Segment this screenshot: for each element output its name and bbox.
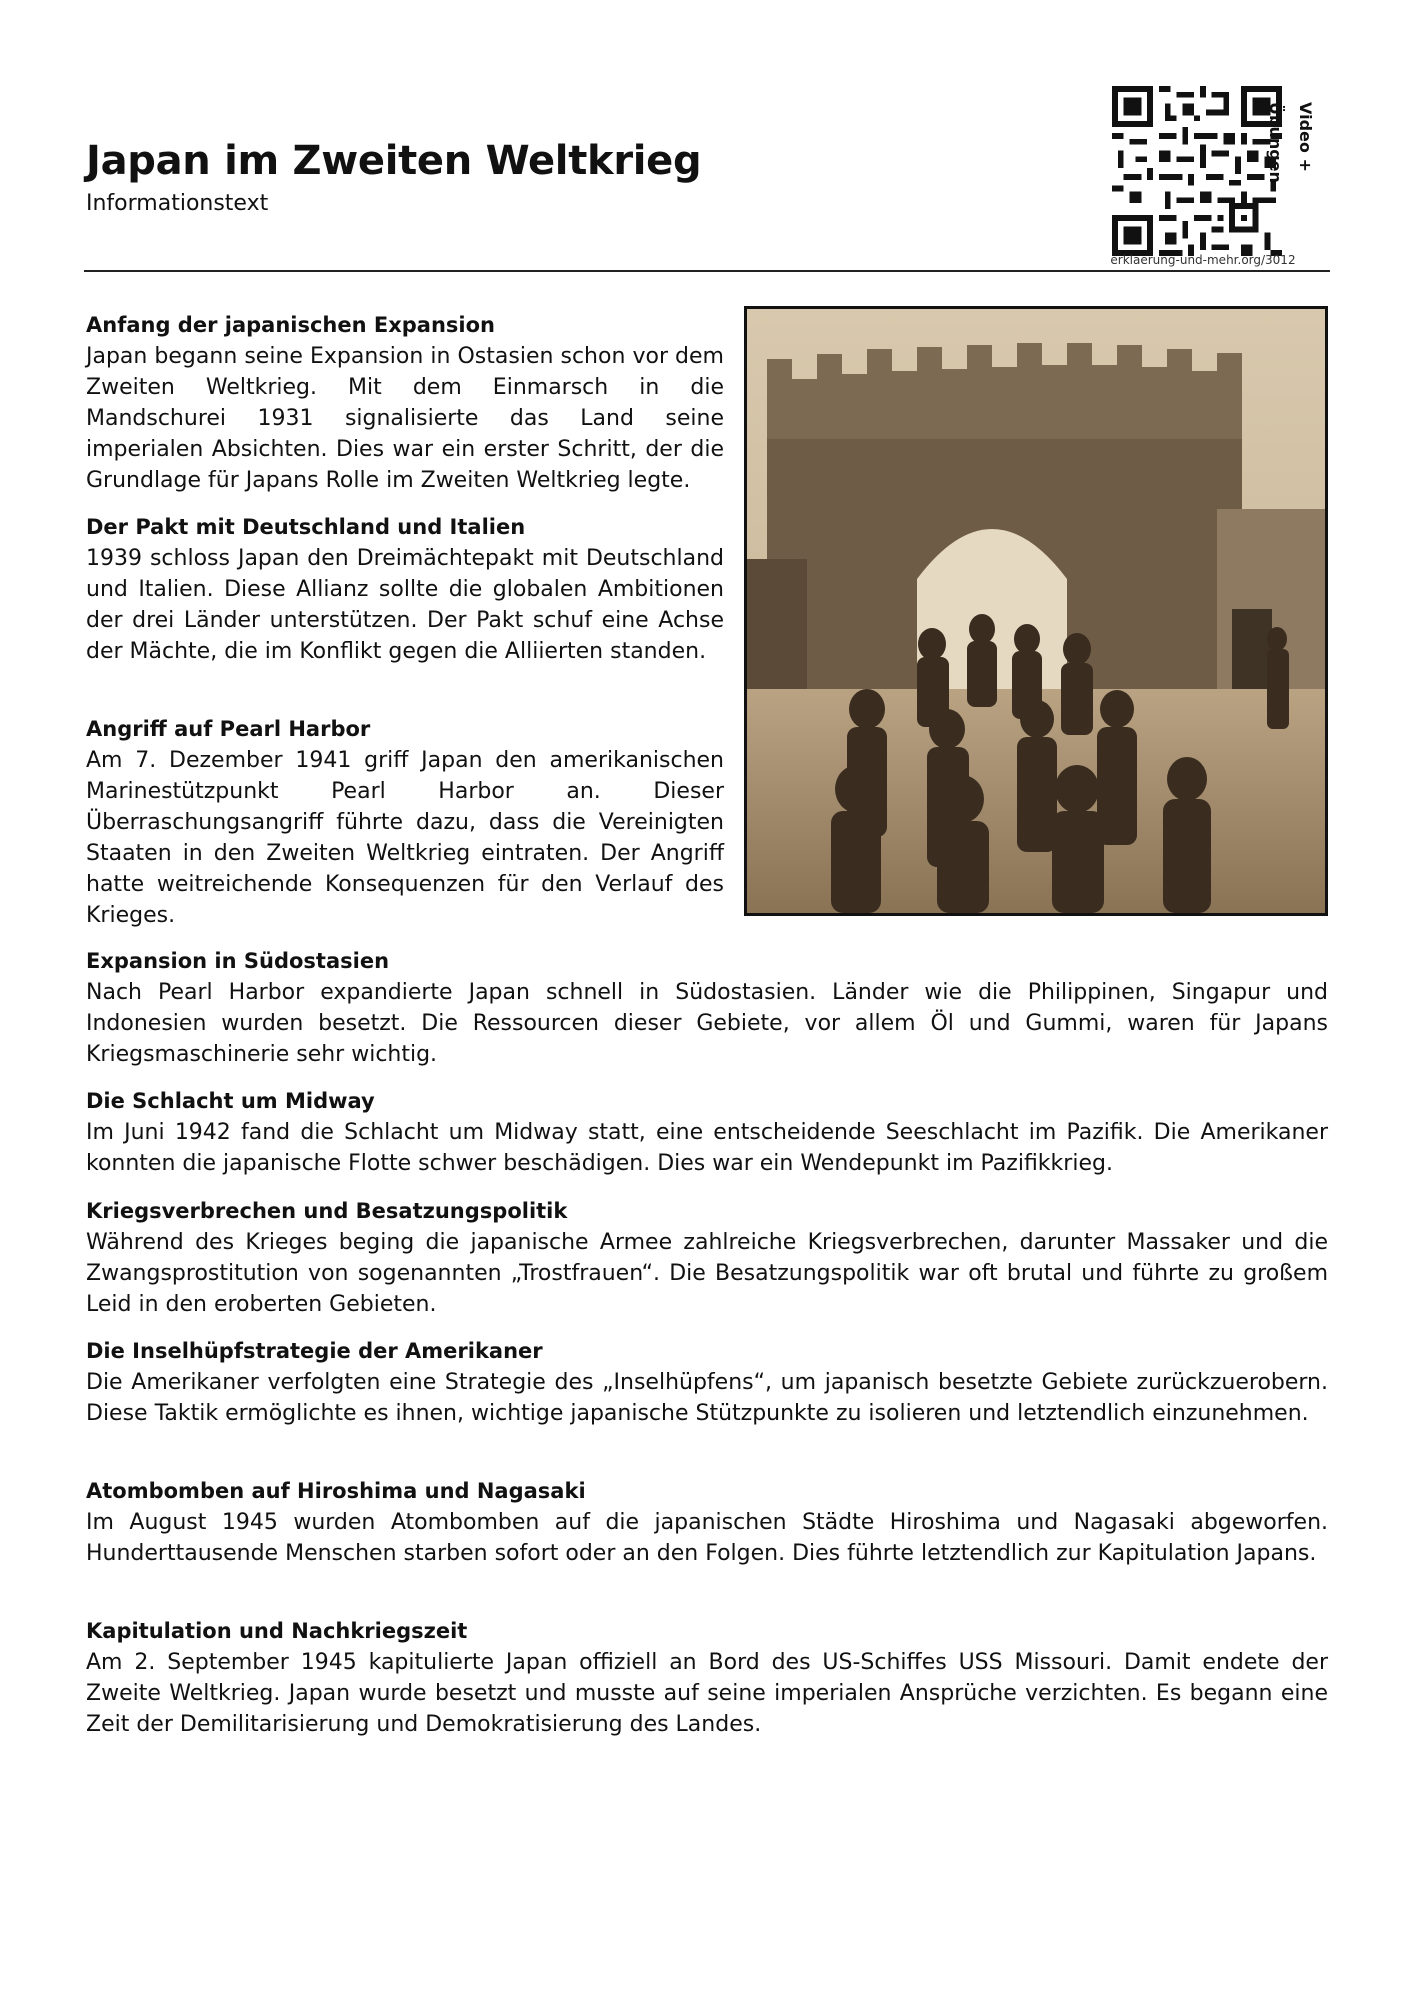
section-heading: Die Inselhüpfstrategie der Amerikaner xyxy=(86,1339,543,1363)
section-suedostasien xyxy=(86,946,1328,1070)
section-inselhuepfen xyxy=(86,1336,1328,1429)
section-heading: Angriff auf Pearl Harbor xyxy=(86,717,371,741)
section-heading: Die Schlacht um Midway xyxy=(86,1089,375,1113)
video-exercises-label: Video + Übungen xyxy=(1266,102,1315,183)
page-title: Japan im Zweiten Weltkrieg xyxy=(86,138,702,184)
section-text: Im Juni 1942 fand die Schlacht um Midway statt, eine entscheidende Seeschlacht im Pazifik. Die Amerikaner konnten die japanische Flotte schwer beschädigen. Dies war ein Wendepunkt im Pazifikkrieg. xyxy=(86,1120,1328,1176)
section-heading: Atombomben auf Hiroshima und Nagasaki xyxy=(86,1479,586,1503)
section-heading: Kapitulation und Nachkriegszeit xyxy=(86,1619,468,1643)
section-pearl-harbor xyxy=(86,714,724,931)
soldiers-march-through-gate-image xyxy=(747,309,1325,913)
historical-photo xyxy=(744,306,1328,916)
section-heading: Expansion in Südostasien xyxy=(86,949,390,973)
section-kriegsverbrechen xyxy=(86,1196,1328,1320)
qr-url-text[interactable]: erklaerung-und-mehr.org/3012 xyxy=(1110,253,1296,267)
page-subtitle: Informationstext xyxy=(86,191,269,216)
section-heading: Kriegsverbrechen und Besatzungspolitik xyxy=(86,1199,568,1223)
section-text: 1939 schloss Japan den Dreimächtepakt mit Deutschland und Italien. Diese Allianz sollte die globalen Ambitionen der drei Länder unterstützen. Der Pakt schuf eine Achse der Mächte, die im Konflikt gegen die Alliierten standen. xyxy=(86,546,724,664)
qr-code-icon[interactable] xyxy=(1110,86,1284,256)
section-heading: Anfang der japanischen Expansion xyxy=(86,313,495,337)
section-text: Im August 1945 wurden Atombomben auf die japanischen Städte Hiroshima und Nagasaki abgeworfen. Hunderttausende Menschen starben sofort oder an den Folgen. Dies führte letztendlich zur Kapitulation Japans. xyxy=(86,1510,1328,1566)
section-atombomben xyxy=(86,1476,1328,1569)
section-text: Nach Pearl Harbor expandierte Japan schnell in Südostasien. Länder wie die Philippinen, Singapur und Indonesien wurden besetzt. Die Ressourcen dieser Gebiete, vor allem Öl und Gummi, waren für Japans Kriegsmaschinerie sehr wichtig. xyxy=(86,980,1328,1067)
section-text: Am 2. September 1945 kapitulierte Japan offiziell an Bord des US-Schiffes USS Missouri. Damit endete der Zweite Weltkrieg. Japan wurde besetzt und musste auf seine imperialen Ansprüche verzichten. Es begann eine Zeit der Demilitarisierung und Demokratisierung des Landes. xyxy=(86,1650,1328,1737)
section-text: Während des Krieges beging die japanische Armee zahlreiche Kriegsverbrechen, darunter Massaker und die Zwangsprostitution von sogenannten „Trostfrauen“. Die Besatzungspolitik war oft brutal und führte zu großem Leid in den eroberten Gebieten. xyxy=(86,1230,1328,1317)
section-text: Am 7. Dezember 1941 griff Japan den amerikanischen Marinestützpunkt Pearl Harbor an. Dieser Überraschungsangriff führte dazu, dass die Vereinigten Staaten in den Zweiten Weltkrieg eintraten. Der Angriff hatte weitreichende Konsequenzen für den Verlauf des Krieges. xyxy=(86,748,724,928)
section-midway xyxy=(86,1086,1328,1179)
header-divider xyxy=(84,270,1330,272)
section-text: Japan begann seine Expansion in Ostasien schon vor dem Zweiten Weltkrieg. Mit dem Einmarsch in die Mandschurei 1931 signalisierte das Land seine imperialen Absichten. Dies war ein erster Schritt, der die Grundlage für Japans Rolle im Zweiten Weltkrieg legte. xyxy=(86,344,724,493)
section-text: Die Amerikaner verfolgten eine Strategie des „Inselhüpfens“, um japanisch besetzte Gebiete zurückzuerobern. Diese Taktik ermöglichte es ihnen, wichtige japanische Stützpunkte zu isolieren und letztendlich einzunehmen. xyxy=(86,1370,1328,1426)
section-kapitulation xyxy=(86,1616,1328,1740)
section-anfang xyxy=(86,310,724,496)
section-pakt xyxy=(86,512,724,667)
section-heading: Der Pakt mit Deutschland und Italien xyxy=(86,515,526,539)
